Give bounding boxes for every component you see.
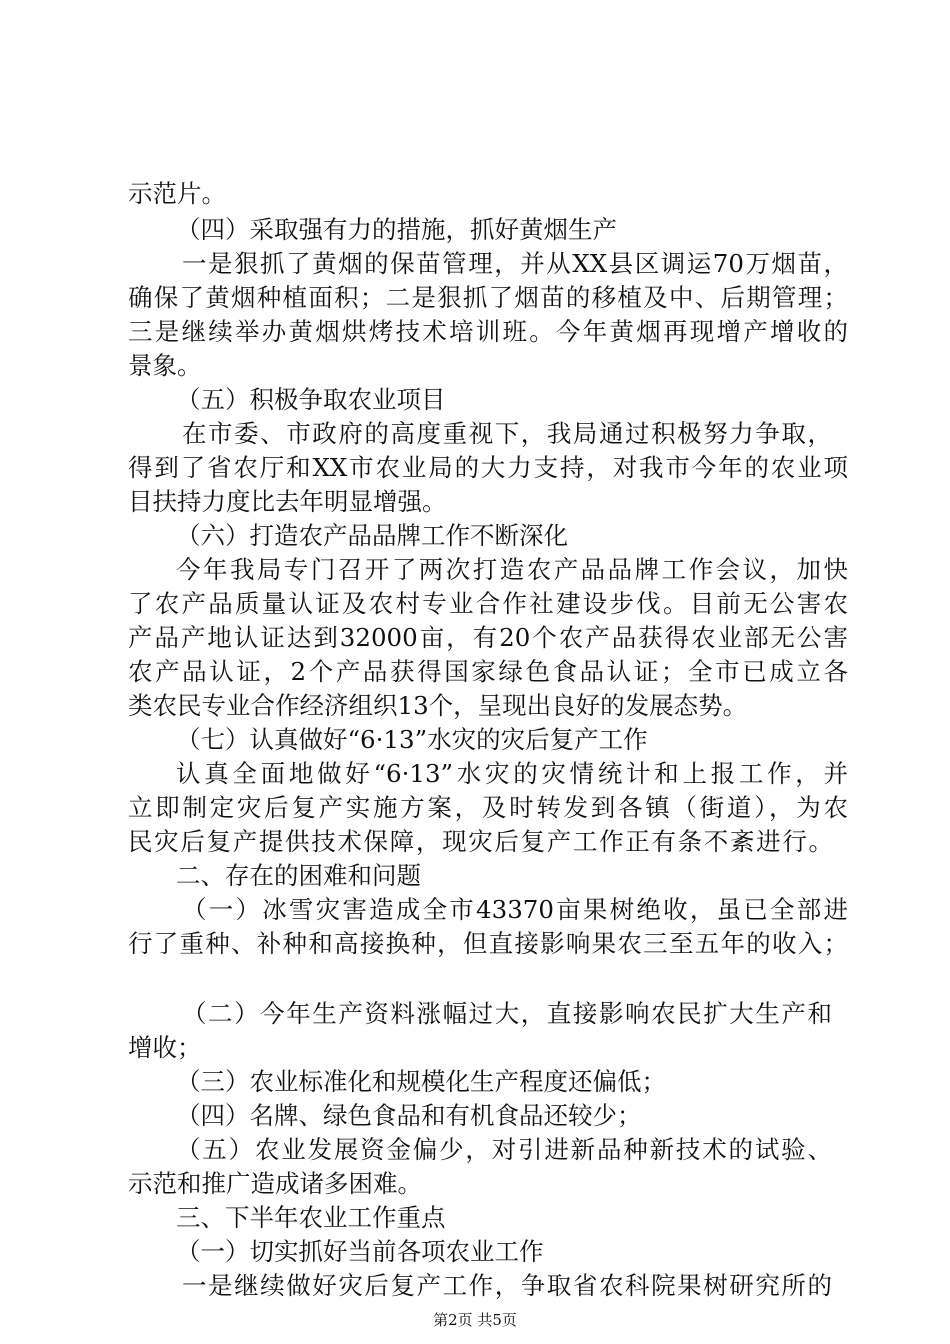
text-line: 类农民专业合作经济组织13个，呈现出良好的发展态势。 [128, 691, 748, 720]
text-line: 确保了黄烟种植面积；二是狠抓了烟苗的移植及中、后期管理； [128, 283, 848, 312]
text-line: 民灾后复产提供技术保障，现灾后复产工作正有条不紊进行。 [128, 827, 833, 856]
text-line: 农产品认证，2个产品获得国家绿色食品认证；全市已成立各 [128, 657, 848, 686]
text-line: 一是继续做好灾后复产工作，争取省农科院果树研究所的 [182, 1271, 832, 1300]
text-line: （三）农业标准化和规模化生产程度还偏低； [176, 1067, 666, 1096]
text-line: 一是狠抓了黄烟的保苗管理，并从XX县区调运70万烟苗， [182, 249, 848, 278]
section-heading: （六）打造农产品品牌工作不断深化 [176, 521, 568, 550]
text-line: 行了重种、补种和高接换种，但直接影响果农三至五年的收入； [128, 929, 848, 958]
section-heading: （七）认真做好“6·13”水灾的灾后复产工作 [176, 725, 648, 754]
text-line: 立即制定灾后复产实施方案，及时转发到各镇（街道），为农 [128, 793, 848, 822]
section-heading: （五）积极争取农业项目 [176, 385, 446, 414]
text-line: （四）名牌、绿色食品和有机食品还较少； [176, 1101, 642, 1130]
text-line: 今年我局专门召开了两次打造农产品品牌工作会议，加快 [176, 555, 848, 584]
chapter-heading: 二、存在的困难和问题 [176, 861, 421, 890]
text-line: （二）今年生产资料涨幅过大，直接影响农民扩大生产和 [182, 999, 832, 1028]
text-line: 三是继续举办黄烟烘烤技术培训班。今年黄烟再现增产增收的 [128, 317, 848, 346]
text-line: 示范片。 [128, 179, 226, 208]
section-heading: （一）切实抓好当前各项农业工作 [176, 1237, 544, 1266]
text-line: 产品产地认证达到32000亩，有20个农产品获得农业部无公害 [128, 623, 848, 652]
chapter-heading: 三、下半年农业工作重点 [176, 1203, 446, 1232]
text-line: 在市委、市政府的高度重视下，我局通过积极努力争取， [182, 419, 832, 448]
page-number-footer: 第2页 共5页 [433, 1311, 517, 1329]
section-heading: （四）采取强有力的措施，抓好黄烟生产 [176, 215, 617, 244]
text-line: 认真全面地做好“6·13”水灾的灾情统计和上报工作，并 [176, 759, 848, 788]
text-line: （五）农业发展资金偏少，对引进新品种新技术的试验、 [176, 1135, 832, 1164]
text-line: 目扶持力度比去年明显增强。 [128, 487, 447, 516]
text-line: （一）冰雪灾害造成全市43370亩果树绝收，虽已全部进 [182, 895, 848, 924]
text-line: 景象。 [128, 351, 202, 380]
text-line: 得到了省农厅和XX市农业局的大力支持，对我市今年的农业项 [128, 453, 848, 482]
text-line: 了农产品质量认证及农村专业合作社建设步伐。目前无公害农 [128, 589, 848, 618]
text-line: 增收； [128, 1033, 202, 1062]
text-line: 示范和推广造成诸多困难。 [128, 1169, 422, 1198]
